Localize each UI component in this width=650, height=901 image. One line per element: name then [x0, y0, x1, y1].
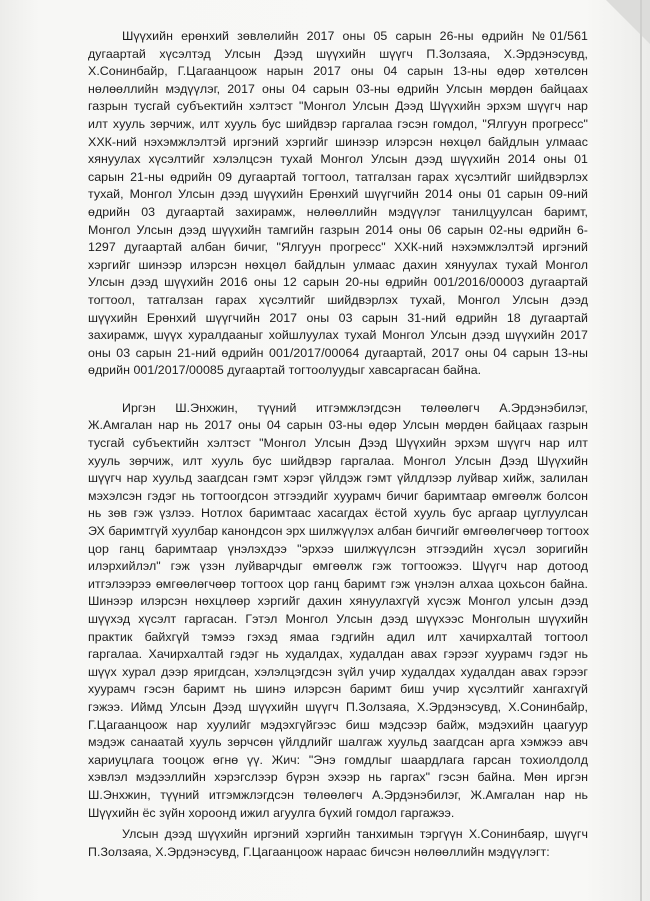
text-line: шүүхийн Ерөнхий шүүгчийн 2017 оны 03 сарын 31-ний өдрийн 18 дугаартай [88, 310, 588, 325]
paragraph-1 [88, 28, 588, 380]
text-line: сарын 21-ны өдрийн 09 дугаартай тогтоол, татгалзан гарах хүсэлтийг шийдвэрлэх [88, 169, 588, 184]
text-line: мэдэж санаатай хууль зөрчсөн үйлдлийг шалгаж хуульд заагдсан арга хэмжээ авч [88, 735, 588, 750]
text-line: Улсын дээд шүүхийн 2016 оны 12 сарын 20-ны өдрийн 001/2016/00003 дугаартай [88, 275, 588, 290]
text-line: итгэлээрээ өмгөөлөгчөөр тогтоох цор ганц баримт гэж үнэлэн алхаа цохьсон байна. [88, 576, 588, 591]
text-line: нь зөв гэж үзлээ. Нотлох баримтаас хасагдах ёстой хууль бус аргаар цуглуулсан [88, 506, 588, 521]
text-line: хуурамч гэсэн баримт нь шинэ илэрсэн баримт биш учир хүсэлтийг хангахгүй [88, 682, 588, 697]
text-line: газрын тусгай субъектийн хэлтэст "Монгол Улсын Дээд Шүүхийн эрхэм шүүгч нар [88, 99, 588, 114]
paragraph-3 [88, 826, 588, 861]
text-line: Шинээр илэрсэн нөхцлөөр хэргийг дахин хянуулахгүй хүсэж Монгол улсын дээд [88, 594, 588, 609]
text-line: тогтоол, татгалзан гарах хүсэлтийг шийдвэрлэх тухай, Монгол Улсын дээд [88, 292, 588, 307]
text-line: илэрхийлэл" гэж үзэн луйварчдыг өмгөөлж гэж тогтоожээ. Шүүгч нар дотоод [88, 559, 588, 574]
text-line: цор ганц баримтаар үнэлэхдээ "эрхээ шилжүүлсэн этгээдийн хүсэл зоригийн [88, 541, 588, 556]
text-line: тухай, Монгол Улсын дээд шүүхийн Ерөнхий шүүгчийн 2014 оны 01 сарын 09-ний [88, 187, 588, 202]
text-line: хууль зөрчиж, илт хууль бус шийдвэр гаргалаа. Монгол Улсын Дээд Шүүхийн [88, 453, 588, 468]
text-line: захирамж, шүүх хуралдааныг хойшлуулах тухай Монгол Улсын дээд шүүхийн 2017 [88, 328, 588, 343]
text-line: хэвлэл мэдээллийн хэрэгслээр бүрэн эхээр нь гаргах" гэсэн байна. Мөн иргэн [88, 770, 588, 785]
text-line: оны 03 сарын 21-ний өдрийн 001/2017/00064 дугаартай, 2017 оны 04 сарын 13-ны [88, 345, 588, 360]
text-line: ЭХ баримтгүй хуулбар канондсон эрх шилжүүлэх албан бичгийг өмгөөлөгчөөр тогтоох [88, 524, 590, 539]
text-line: шүүх хурал дээр яригдсан, хэлэлцэгдсэн зүйл учир худалдах худалдан авах гэрээг [88, 664, 588, 679]
text-line: Монгол Улсын дээд шүүхийн тамгийн газрын 2014 оны 06 сарын 02-ны өдрийн 6- [88, 222, 588, 237]
page-corner-fold [606, 0, 650, 44]
text-line: нөлөөллийн мэдүүлэг, 2017 оны 04 сарын 03-ны өдрийн Улсын мөрдөн байцаах [88, 81, 588, 96]
text-line: хэргийг шинээр илэрсэн нөхцөл байдлын улмаас дахин хянуулах тухай Монгол [88, 257, 588, 272]
text-line: Шүүхийн ерөнхий зөвлөлийн 2017 оны 05 сарын 26-ны өдрийн №01/561 [122, 29, 588, 43]
text-line: өдрийн 03 дугаартай захирамж, нөлөөллийн мэдүүлэг танилцуулсан баримт, [88, 204, 588, 219]
text-line: Улсын дээд шүүхийн иргэний хэргийн танхимын тэргүүн Х.Сонинбаяр, шүүгч [122, 827, 588, 842]
text-line: гаргалаа. Хачирхалтай гэдэг нь худалдах, худалдан авах гэрээг хуурамч гэдэг нь [88, 647, 588, 662]
text-line: практик байхгүй тэмээ гэхэд ямаа гэдгийн адил илт хачирхалтай тогтоол [88, 629, 588, 644]
text-line: хянуулах хүсэлтийг хэлэлцсэн тухай Монгол Улсын дээд шүүхийн 2014 оны 01 [88, 152, 588, 167]
text-line: Иргэн Ш.Энхжин, түүний итгэмжлэгдсэн төлөөлөгч А.Эрдэнэбилэг, [122, 400, 588, 415]
text-line: 1297 дугаартай албан бичиг, "Ялгуун прогресс" ХХК-ний нэхэмжлэлтэй иргэний [88, 240, 588, 255]
text-line: П.Золзаяа, Х.Эрдэнэсувд, Г.Цагаанцоож нараас бичсэн нөлөөллийн мэдүүлэгт: [88, 844, 550, 859]
text-line: гэжээ. Иймд Улсын Дээд шүүхийн шүүгч П.Золзаяа, Х.Эрдэнэсувд, Х.Сонинбайр, [88, 699, 588, 714]
text-line: ХХК-ний нэхэмжлэлтэй иргэний хэргийг шинээр илэрсэн нөхцөл байдлын улмаас [88, 134, 588, 149]
text-line: мэхэлсэн гэдэг нь тогтоогдсон этгээдийг хуурамч бичиг баримтаар өмгөөлж болсон [88, 488, 588, 503]
text-line: тусгай субъектийн хэлтэст "Монгол Улсын Дээд Шүүхийн эрхэм шүүгч нар илт [88, 436, 588, 451]
text-line: өдрийн 001/2017/00085 дугаартай тогтоолуудыг хавсаргасан байна. [88, 363, 482, 378]
text-line: Г.Цагаанцоож нар хуулийг мэдэхгүйгээс биш мэдсээр байж, мэдэхийн цаагуур [88, 717, 588, 732]
paragraph-2 [88, 400, 588, 822]
text-line: илт хууль зөрчиж, илт хууль бус шийдвэр гаргалаа гэсэн гомдол, "Ялгуун прогресс" [88, 116, 588, 131]
page-edge-shadow [640, 0, 642, 901]
text-line: дугаартай хүсэлтэд Улсын Дээд шүүхийн шүүгч П.Золзаяа, Х.Эрдэнэсувд, [88, 46, 588, 61]
text-line: Ж.Амгалан нар нь 2017 оны 04 сарын 03-ны өдөр Улсын мөрдөн байцаах газрын [88, 418, 588, 433]
text-line: Х.Сонинбайр, Г.Цагаанцоож нарын 2017 оны 04 сарын 13-ны өдөр хөтөлсөн [88, 64, 588, 79]
text-line: хариуцлага тооцож өгнө үү. Жич: "Энэ гомдлыг шаардлага гарсан тохиолдолд [88, 752, 588, 767]
text-line: Шүүхийн ёс зүйн хороонд ижил агуулга бүхий гомдол гаргажээ. [88, 805, 455, 820]
text-line: шүүхэд хүсэлт гаргасан. Гэтэл Монгол Улсын дээд шүүхээс Монголын шүүхийн [88, 612, 588, 626]
text-line: Ш.Энхжин, түүний итгэмжлэгдсэн төлөөлөгч А.Эрдэнэбилэг, Ж.Амгалан нар нь [88, 787, 588, 802]
document-body [88, 28, 588, 861]
text-line: шүүгч нар хуульд заагдсан гэмт хэрэг үйлдэж гэмт үйлдлээр луйвар хийж, залилан [88, 471, 588, 486]
